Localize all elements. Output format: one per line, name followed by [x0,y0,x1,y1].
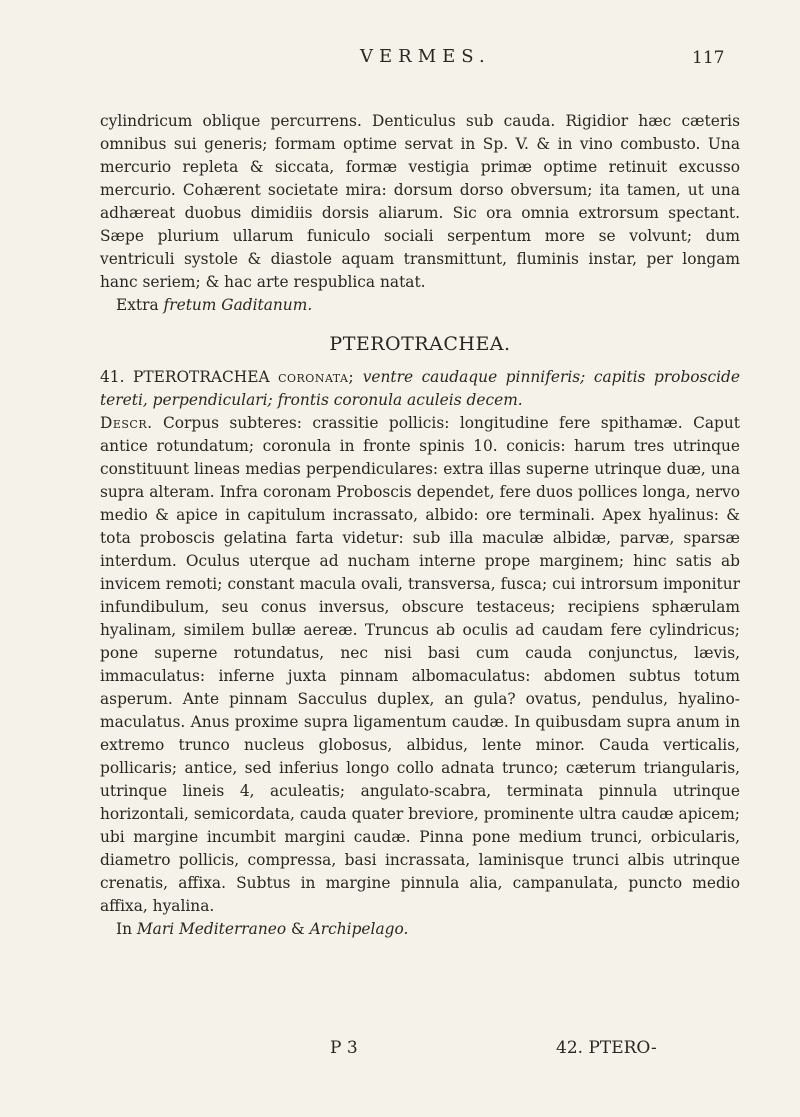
habitat-prefix: In [116,920,132,938]
habitat-place-2: Archipelago. [309,920,409,938]
description-paragraph [100,412,740,918]
body-text [100,110,740,941]
description-label: Descr. [100,414,153,432]
signature-mark: P 3 [330,1038,358,1058]
entry-diagnosis: ventre caudaque pinniferis; capitis proboscide tereti, perpendiculari; frontis coronula aculeis decem. [100,368,740,409]
extra-place: fretum Gaditanum. [163,296,313,314]
extra-line [100,294,740,317]
page-header [0,46,800,76]
habitat-connector: & [291,920,305,938]
species-entry [100,366,740,412]
entry-name: PTEROTRACHEA [133,368,270,386]
entry-number: 41. [100,368,125,386]
entry-epithet: coronata; [278,368,355,386]
habitat-place-1: Mari Mediterraneo [136,920,287,938]
running-title: VERMES. [360,46,491,67]
page-footer [0,1038,800,1068]
continued-paragraph: cylindricum oblique percurrens. Denticulus sub cauda. Rigidior hæc cæteris omnibus sui generis; formam optime servat in Sp. V. & in vino combusto. Una mercurio repleta & siccata, formæ vestigia primæ optime retinuit excusso mercurio. Cohærent societate mira: dorsum dorso obversum; ita tamen, ut una adhæreat duobus dimidiis dorsis aliarum. Sic ora omnia extrorsum spectant. Sæpe plurium ullarum funiculo sociali serpentum more se volvunt; dum ventriculi systole & diastole aquam transmittunt, fluminis instar, per longam hanc seriem; & hac arte respublica natat. [100,112,740,291]
extra-label: Extra [116,296,159,314]
catchword: 42. PTERO- [556,1038,657,1058]
habitat-line [100,918,740,941]
description-text: Corpus subteres: crassitie pollicis: longitudine fere spithamæ. Caput antice rotundatum; coronula in fronte spinis 10. conicis: harum tres utrinque constituunt lineas medias perpendiculares: extra illas superne utrinque duæ, una supra alteram. Infra coronam Proboscis dependet, fere duos pollices longa, nervo medio & apice in capitulum incrassato, albido: ore terminali. Apex hyalinus: & tota proboscis gelatina farta videtur: sub illa maculæ albidæ, parvæ, sparsæ interdum. Oculus uterque ad nucham interne prope marginem; hinc satis ab invicem remoti; constant macula ovali, transversa, fusca; cui introrsum imponitur infundibulum, seu conus inversus, obscure testaceus; recipiens sphærulam hyalinam, similem bullæ aereæ. Truncus ab oculis ad caudam fere cylindricus; pone superne rotundatus, nec nisi basi cum cauda conjunctus, lævis, immaculatus: inferne juxta pinnam albomaculatus: abdomen subtus totum asperum. Ante pinnam Sacculus duplex, an gula? ovatus, pendulus, hyalino-maculatus. Anus proxime supra ligamentum caudæ. In quibusdam supra anum in extremo trunco nucleus globosus, albidus, lente minor. Cauda verticalis, pollicaris; antice, sed inferius longo collo adnata trunco; cæterum triangularis, utrinque lineis 4, aculeatis; angulato-scabra, terminata pinnula utrinque horizontali, semicordata, cauda quater breviore, prominente ultra caudæ apicem; ubi margine incumbit margini caudæ. Pinna pone medium trunci, orbicularis, diametro pollicis, compressa, basi incrassata, laminisque trunci albis utrinque crenatis, affixa. Subtus in margine pinnula alia, campanulata, puncto medio affixa, hyalina. [100,414,740,915]
page-number: 117 [692,48,725,68]
genus-heading: PTEROTRACHEA. [329,333,511,355]
